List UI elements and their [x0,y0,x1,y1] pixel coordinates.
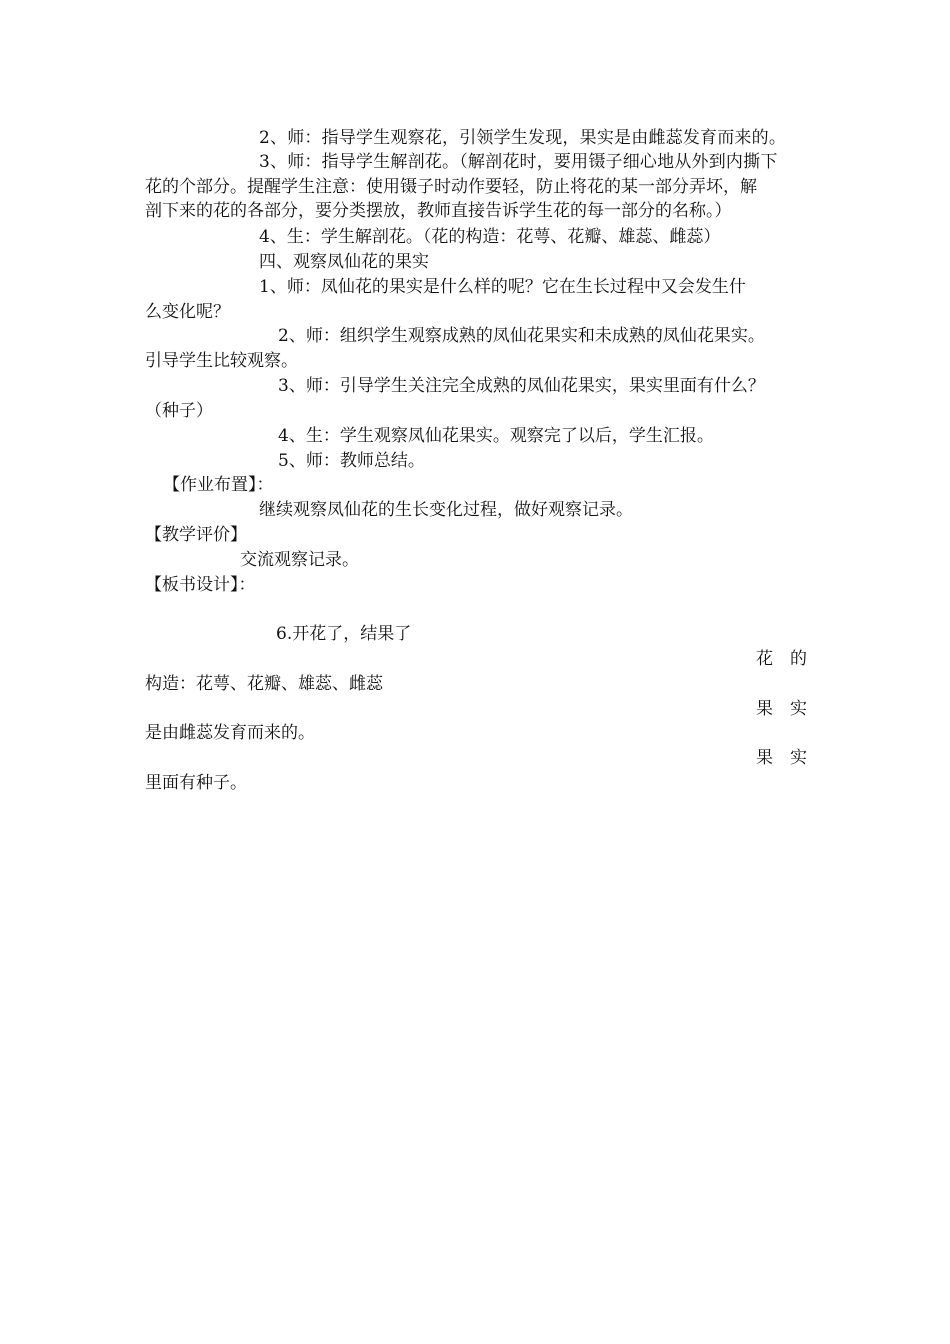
section-heading-homework: 【作业布置】： [163,475,274,495]
board-line-fragment: 果 实 [756,748,807,768]
paragraph-line: 3、师：指导学生解剖花。（解剖花时，要用镊子细心地从外到内撕下 [259,152,778,172]
section-heading-evaluation: 【教学评价】 [145,525,247,545]
paragraph-line: 1、师：凤仙花的果实是什么样的呢？它在生长过程中又会发生什 [259,277,746,297]
section-heading: 四、观察凤仙花的果实 [259,252,429,272]
board-title: 6.开花了，结果了 [276,624,412,644]
board-line-fragment: 花 的 [756,649,807,669]
paragraph-line: （种子） [145,401,213,421]
paragraph-line: 4、生：学生观察凤仙花果实。观察完了以后，学生汇报。 [278,426,714,446]
paragraph-line: 引导学生比较观察。 [145,351,298,371]
section-heading-board-design: 【板书设计】： [145,575,256,595]
paragraph-line: 3、师：引导学生关注完全成熟的凤仙花果实，果实里面有什么？ [278,376,765,396]
paragraph-line: 么变化呢？ [145,302,230,322]
paragraph-line: 2、师：组织学生观察成熟的凤仙花果实和未成熟的凤仙花果实。 [278,326,765,346]
paragraph-line: 剖下来的花的各部分，要分类摆放，教师直接告诉学生花的每一部分的名称。） [145,201,732,221]
board-line: 是由雌蕊发育而来的。 [145,723,315,743]
paragraph-line: 交流观察记录。 [240,550,359,570]
paragraph-line: 5、师：教师总结。 [278,451,425,471]
board-line-fragment: 果 实 [756,699,807,719]
paragraph-line: 2、师：指导学生观察花，引领学生发现，果实是由雌蕊发育而来的。 [259,128,787,148]
paragraph-line: 花的个部分。提醒学生注意：使用镊子时动作要轻，防止将花的某一部分弄坏，解 [145,177,757,197]
board-line: 构造：花萼、花瓣、雄蕊、雌蕊 [145,674,383,694]
paragraph-line: 继续观察凤仙花的生长变化过程，做好观察记录。 [259,500,633,520]
paragraph-line: 4、生：学生解剖花。（花的构造：花萼、花瓣、雄蕊、雌蕊） [259,227,721,247]
board-line: 里面有种子。 [145,773,247,793]
